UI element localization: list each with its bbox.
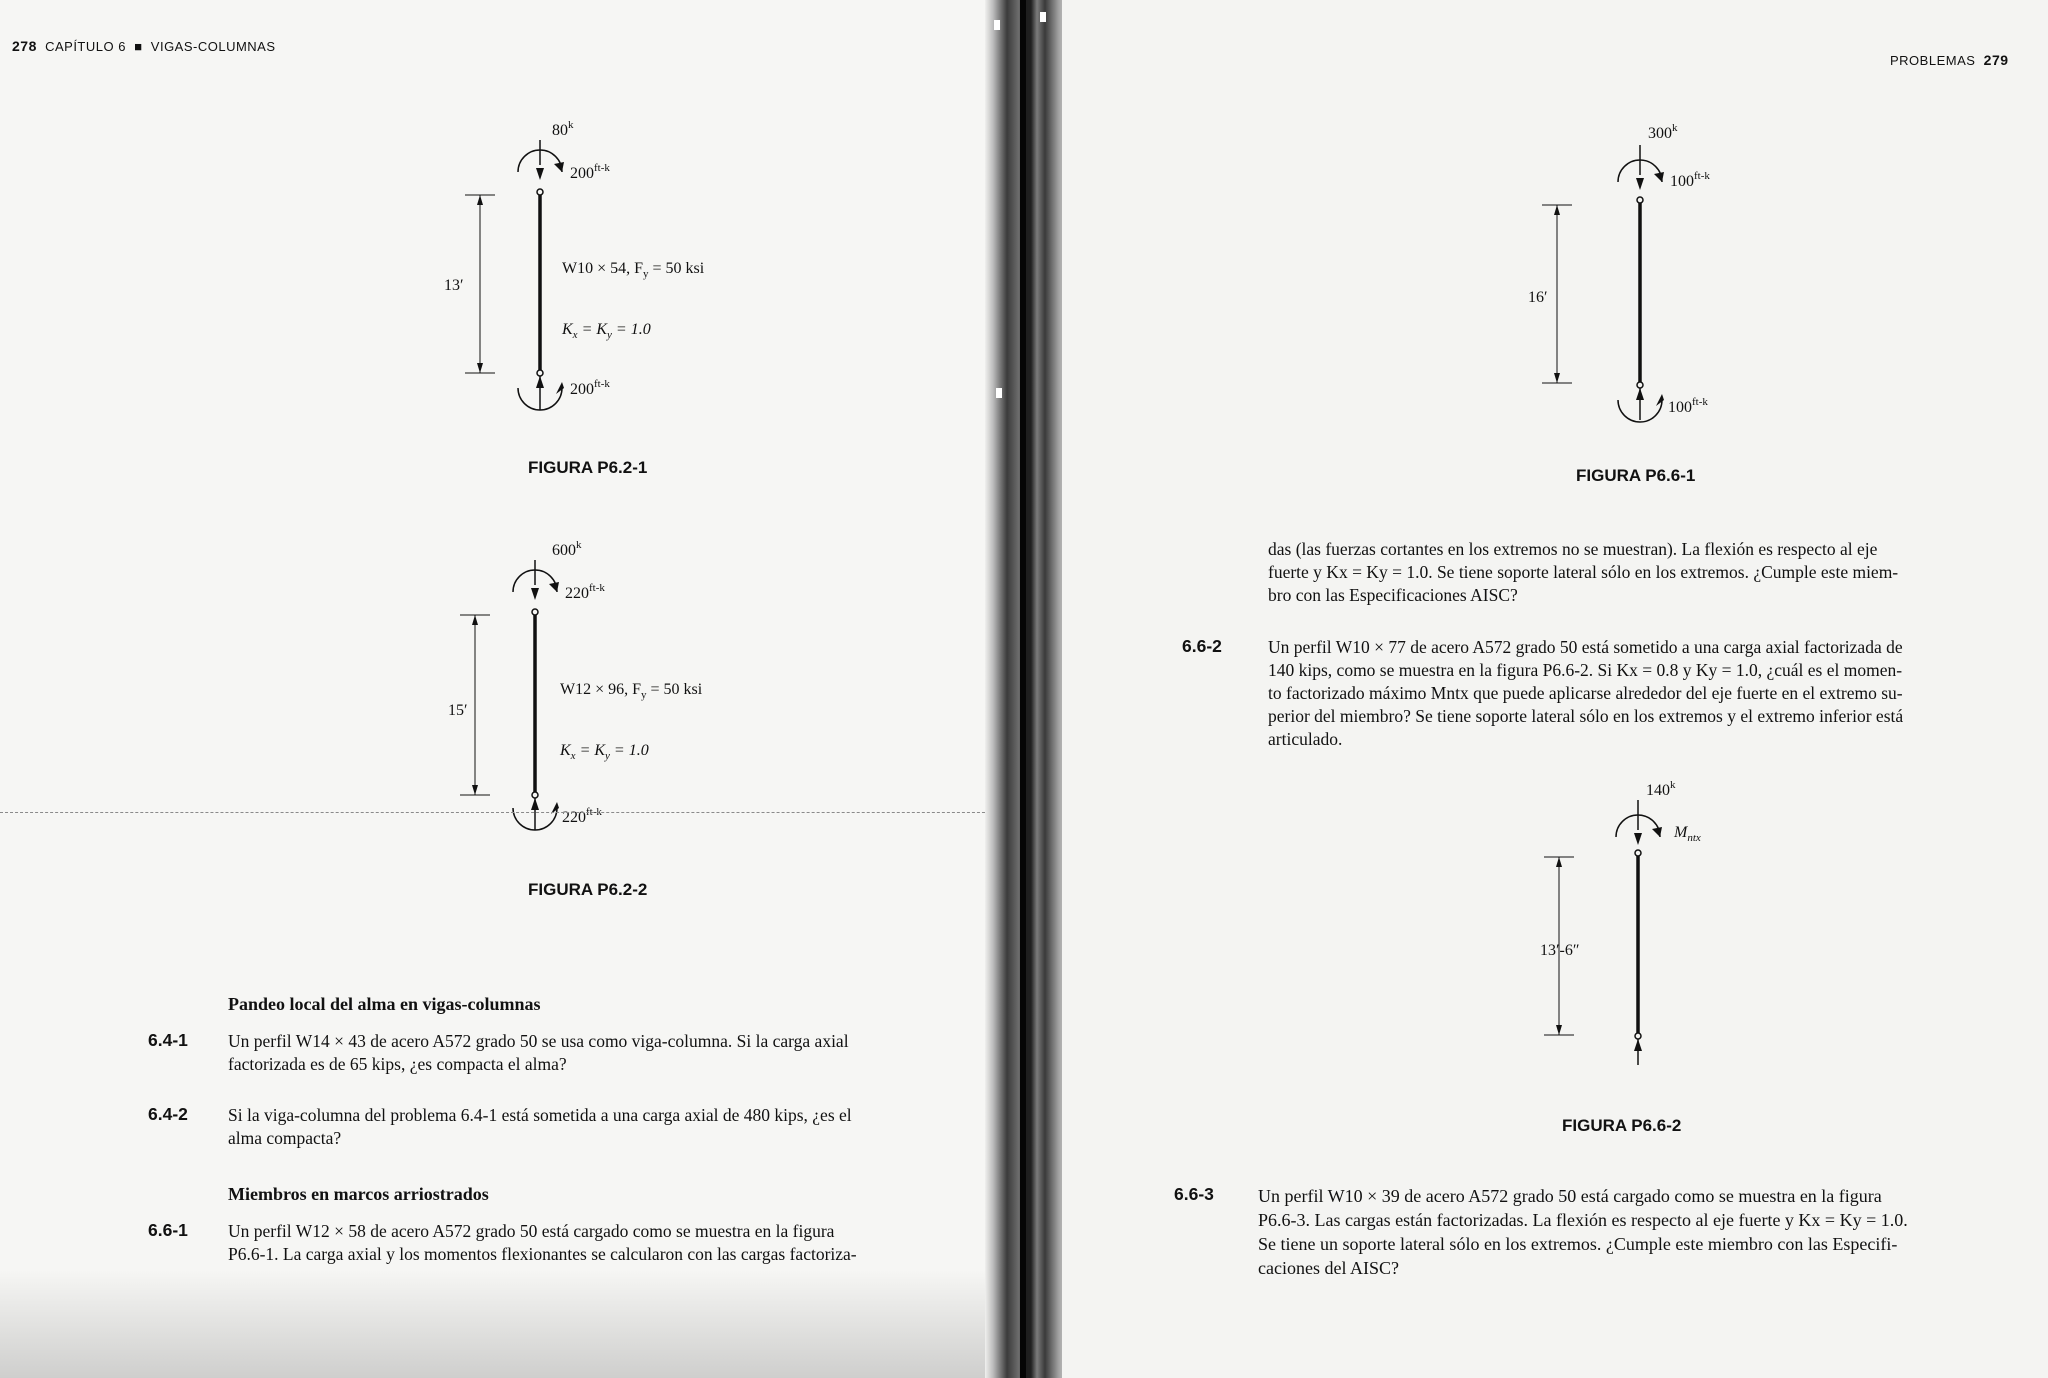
problem-number-6-4-1: 6.4-1 — [148, 1030, 188, 1050]
problem-6-4-1-line: factorizada es de 65 kips, ¿es compacta el alma? — [228, 1054, 567, 1074]
continuation-line: fuerte y Kx = Ky = 1.0. Se tiene soporte lateral sólo en los extremos. ¿Cumple este miem- — [1268, 562, 1899, 582]
problem-6-6-3-line: Un perfil W10 × 39 de acero A572 grado 50 está cargado como se muestra en la figura — [1258, 1186, 1882, 1206]
problem-6-6-1-continuation — [1268, 538, 2038, 607]
continuation-line: das (las fuerzas cortantes en los extremos no se muestran). La flexión es respecto al eje — [1268, 539, 1878, 559]
fig1-caption: FIGURA P6.2-1 — [528, 458, 648, 477]
fig1-load: 80$^k$ — [552, 119, 574, 139]
bullet-icon: ■ — [134, 39, 143, 54]
figure-p6-6-2 — [1542, 775, 1822, 1065]
left-page-header — [12, 38, 276, 54]
fig1-top-moment: $200^{ft-k}$ — [570, 162, 610, 182]
left-page-number: 278 — [12, 38, 37, 54]
figure-p6-6-1 — [1528, 120, 1820, 440]
problem-6-6-3 — [1258, 1184, 2038, 1280]
problem-number-6-6-2: 6.6-2 — [1182, 636, 1222, 656]
problem-6-6-2-line: perior del miembro? Se tiene soporte lateral sólo en los extremos y el extremo inferior está — [1268, 706, 1904, 726]
fig2-top-moment: $220^{ft-k}$ — [565, 582, 605, 602]
problem-6-6-2 — [1268, 636, 2038, 751]
continuation-line: bro con las Especificaciones AISC? — [1268, 585, 1518, 605]
problem-number-6-6-1: 6.6-1 — [148, 1220, 188, 1240]
right-page-header — [1890, 52, 2009, 68]
problem-6-6-3-line: P6.6-3. Las cargas están factorizadas. La flexión es respecto al eje fuerte y Kx = Ky = 1.0. — [1258, 1210, 1908, 1230]
problem-6-4-2-line: Si la viga-columna del problema 6.4-1 está sometida a una carga axial de 480 kips, ¿es el — [228, 1105, 852, 1125]
fig2-bottom-moment: $220^{ft-k}$ — [562, 806, 602, 826]
problem-6-6-1-line: P6.6-1. La carga axial y los momentos flexionantes se calcularon con las cargas factoriza- — [228, 1244, 857, 1264]
fig3-top-moment: $100^{ft-k}$ — [1670, 170, 1710, 190]
problem-6-6-3-line: caciones del AISC? — [1258, 1258, 1399, 1278]
fig3-load: 300$^k$ — [1648, 122, 1678, 142]
right-page-number: 279 — [1983, 52, 2009, 68]
problem-6-6-2-line: 140 kips, como se muestra en la figura P6.6-2. Si Kx = 0.8 y Ky = 1.0, ¿cuál es el momen- — [1268, 660, 1903, 680]
gutter-crease — [1020, 0, 1026, 1378]
fig3-caption: FIGURA P6.6-1 — [1576, 466, 1696, 485]
fig3-bottom-moment: $100^{ft-k}$ — [1668, 396, 1708, 416]
problem-6-6-2-line: to factorizado máximo Mntx que puede aplicarse alrededor del eje fuerte en el extremo su- — [1268, 683, 1903, 703]
problem-number-6-4-2: 6.4-2 — [148, 1104, 188, 1124]
fig4-load: 140$^k$ — [1646, 779, 1676, 799]
chapter-label: CAPÍTULO 6 — [45, 39, 126, 54]
figure-p6-2-1 — [440, 110, 740, 440]
fig2-load: 600$^k$ — [552, 539, 582, 559]
fig1-section: W10 × 54, $F_y = 50$ ksi — [562, 260, 705, 280]
problem-number-6-6-3: 6.6-3 — [1174, 1184, 1214, 1204]
fig2-caption: FIGURA P6.2-2 — [528, 880, 648, 899]
fig2-section: W12 × 96, $F_y = 50$ ksi — [560, 681, 703, 701]
problem-6-6-1 — [228, 1220, 998, 1266]
gutter-mark — [994, 20, 1000, 30]
right-page — [1062, 0, 2048, 1378]
fig1-bottom-moment: $200^{ft-k}$ — [570, 378, 610, 398]
chapter-section: VIGAS-COLUMNAS — [150, 39, 276, 54]
left-page — [0, 0, 1008, 1378]
problem-6-4-2-line: alma compacta? — [228, 1128, 342, 1148]
fig4-length: 13′-6″ — [1540, 942, 1580, 959]
problem-6-4-1-line: Un perfil W14 × 43 de acero A572 grado 50 se usa como viga-columna. Si la carga axial — [228, 1031, 849, 1051]
section-title-local-buckling: Pandeo local del alma en vigas-columnas — [228, 994, 541, 1014]
fig4-moment: $M_{ntx}$ — [1674, 824, 1701, 844]
problem-6-4-2 — [228, 1104, 998, 1150]
fig3-length: 16′ — [1528, 289, 1548, 306]
gutter-mark — [1040, 12, 1046, 22]
fig1-k-factors: $K_x = K_y = 1.0$ — [562, 321, 651, 341]
fig2-length: 15′ — [448, 702, 468, 719]
gutter-mark — [996, 388, 1002, 398]
page-bottom-shadow — [0, 1270, 1008, 1378]
fig1-length: 13′ — [444, 277, 464, 294]
problem-6-6-1-line: Un perfil W12 × 58 de acero A572 grado 50 está cargado como se muestra en la figura — [228, 1221, 835, 1241]
figure-p6-2-2 — [440, 530, 740, 840]
fig4-caption: FIGURA P6.6-2 — [1562, 1116, 1682, 1135]
problem-6-6-2-line: Un perfil W10 × 77 de acero A572 grado 50 está sometido a una carga axial factorizada de — [1268, 637, 1903, 657]
section-title-braced-frames: Miembros en marcos arriostrados — [228, 1184, 489, 1204]
page-fold-line — [0, 812, 1000, 814]
problem-6-4-1 — [228, 1030, 998, 1076]
problem-6-6-3-line: Se tiene un soporte lateral sólo en los extremos. ¿Cumple este miembro con las Especifi- — [1258, 1234, 1898, 1254]
problem-6-6-2-line: articulado. — [1268, 729, 1343, 749]
right-section-label: PROBLEMAS — [1890, 53, 1976, 68]
fig2-k-factors: $K_x = K_y = 1.0$ — [560, 742, 649, 762]
